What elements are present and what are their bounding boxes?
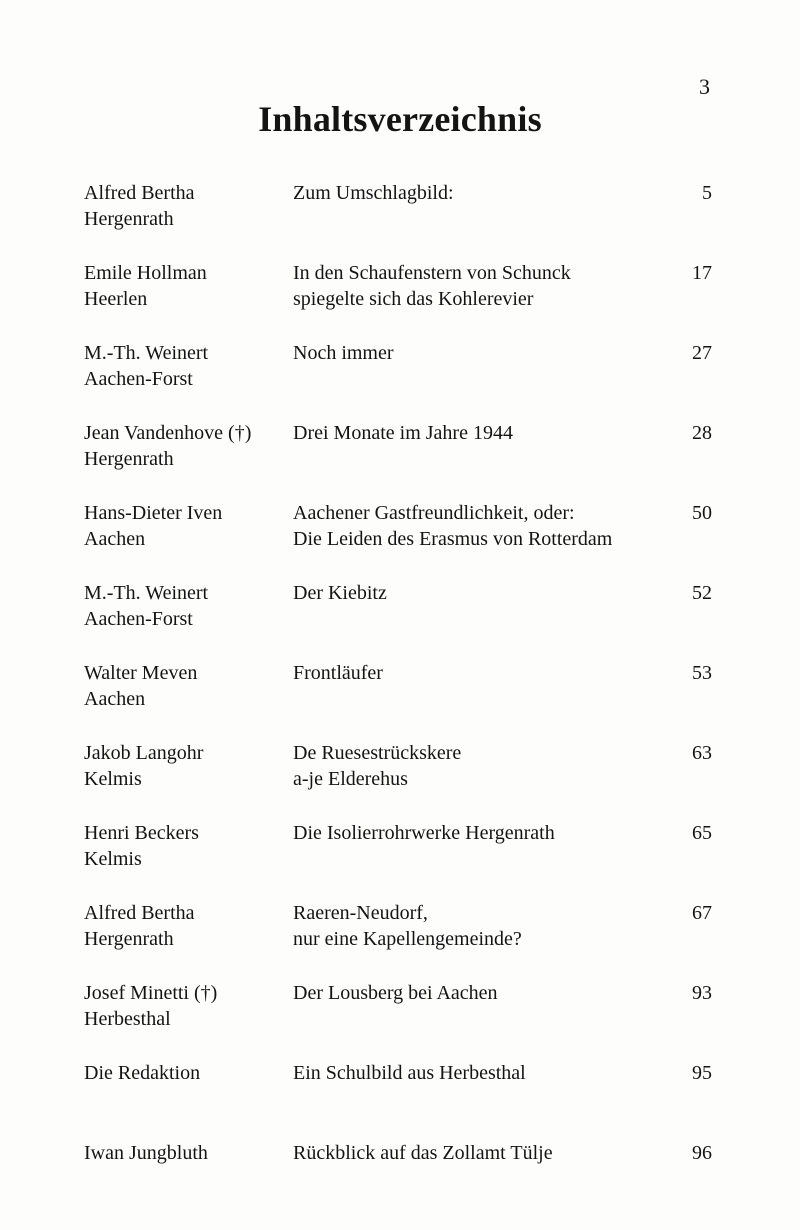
toc-entry [84, 580, 712, 660]
toc-article-title [293, 340, 673, 366]
page-title: Inhaltsverzeichnis [258, 99, 542, 139]
toc-entry [84, 740, 712, 820]
author-name: Alfred Bertha [84, 182, 195, 204]
article-title-line: Die Leiden des Erasmus von Rotterdam [293, 528, 613, 550]
author-name: Hans-Dieter Iven [84, 502, 223, 524]
article-title-line: Zum Umschlagbild: [293, 182, 454, 204]
author-location: Aachen-Forst [84, 368, 193, 390]
author-name: Josef Minetti (†) [84, 982, 218, 1004]
toc-author [84, 980, 284, 1032]
article-title-line: Ein Schulbild aus Herbesthal [293, 1062, 526, 1084]
author-location: Hergenrath [84, 208, 174, 230]
author-location: Kelmis [84, 768, 142, 790]
table-of-contents [84, 180, 712, 1220]
toc-page-number: 63 [692, 742, 712, 764]
toc-author [84, 500, 284, 552]
article-title-line: Noch immer [293, 342, 394, 364]
toc-article-title [293, 260, 673, 312]
toc-entry [84, 500, 712, 580]
author-name: M.-Th. Weinert [84, 342, 209, 364]
toc-author [84, 260, 284, 312]
toc-article-title [293, 1060, 673, 1086]
toc-author [84, 660, 284, 712]
article-title-line: De Ruesestrückskere [293, 742, 462, 764]
author-name: Iwan Jungbluth [84, 1142, 208, 1164]
article-title-line: a-je Elderehus [293, 768, 408, 790]
toc-page-number: 52 [692, 582, 712, 604]
toc-page-number: 17 [692, 262, 712, 284]
author-location: Herbesthal [84, 1008, 171, 1030]
toc-author [84, 180, 284, 232]
article-title-line: Die Isolierrohrwerke Hergenrath [293, 822, 555, 844]
author-location: Kelmis [84, 848, 142, 870]
toc-article-title [293, 580, 673, 606]
article-title-line: spiegelte sich das Kohlerevier [293, 288, 534, 310]
toc-author [84, 820, 284, 872]
author-name: Walter Meven [84, 662, 198, 684]
toc-author [84, 580, 284, 632]
article-title-line: Frontläufer [293, 662, 383, 684]
author-location: Hergenrath [84, 928, 174, 950]
toc-author [84, 1140, 284, 1166]
toc-page-number: 65 [692, 822, 712, 844]
toc-author [84, 340, 284, 392]
author-name: Jean Vandenhove (†) [84, 422, 252, 444]
toc-entry [84, 1060, 712, 1140]
toc-entry [84, 260, 712, 340]
author-location: Hergenrath [84, 448, 174, 470]
toc-article-title [293, 740, 673, 792]
toc-article-title [293, 500, 673, 552]
article-title-line: Drei Monate im Jahre 1944 [293, 422, 513, 444]
author-location: Aachen [84, 528, 146, 550]
author-location: Aachen-Forst [84, 608, 193, 630]
toc-author [84, 1060, 284, 1086]
article-title-line: Aachener Gastfreundlichkeit, oder: [293, 502, 575, 524]
toc-page-number: 5 [702, 182, 712, 204]
toc-entry [84, 180, 712, 260]
author-name: Alfred Bertha [84, 902, 195, 924]
toc-entry [84, 980, 712, 1060]
toc-author [84, 740, 284, 792]
author-name: Jakob Langohr [84, 742, 204, 764]
toc-page-number: 28 [692, 422, 712, 444]
toc-article-title [293, 420, 673, 446]
author-name: M.-Th. Weinert [84, 582, 209, 604]
article-title-line: Raeren-Neudorf, [293, 902, 428, 924]
toc-entry [84, 420, 712, 500]
author-name: Henri Beckers [84, 822, 199, 844]
author-location: Aachen [84, 688, 146, 710]
author-name: Die Redaktion [84, 1062, 201, 1084]
toc-entry [84, 660, 712, 740]
toc-entry [84, 1140, 712, 1220]
toc-page-number: 27 [692, 342, 712, 364]
toc-author [84, 900, 284, 952]
toc-author [84, 420, 284, 472]
toc-page-number: 96 [692, 1142, 712, 1164]
toc-article-title [293, 900, 673, 952]
toc-entry [84, 900, 712, 980]
toc-entry [84, 340, 712, 420]
article-title-line: Der Lousberg bei Aachen [293, 982, 498, 1004]
article-title-line: In den Schaufenstern von Schunck [293, 262, 571, 284]
toc-page-number: 93 [692, 982, 712, 1004]
toc-article-title [293, 180, 673, 206]
toc-entry [84, 820, 712, 900]
toc-article-title [293, 820, 673, 846]
toc-article-title [293, 1140, 673, 1166]
author-name: Emile Hollman [84, 262, 207, 284]
toc-page-number: 53 [692, 662, 712, 684]
page-number: 3 [699, 74, 710, 99]
author-location: Heerlen [84, 288, 148, 310]
toc-page-number: 50 [692, 502, 712, 524]
toc-page-number: 95 [692, 1062, 712, 1084]
toc-article-title [293, 980, 673, 1006]
article-title-line: nur eine Kapellengemeinde? [293, 928, 522, 950]
toc-article-title [293, 660, 673, 686]
article-title-line: Rückblick auf das Zollamt Tülje [293, 1142, 553, 1164]
toc-page-number: 67 [692, 902, 712, 924]
article-title-line: Der Kiebitz [293, 582, 387, 604]
